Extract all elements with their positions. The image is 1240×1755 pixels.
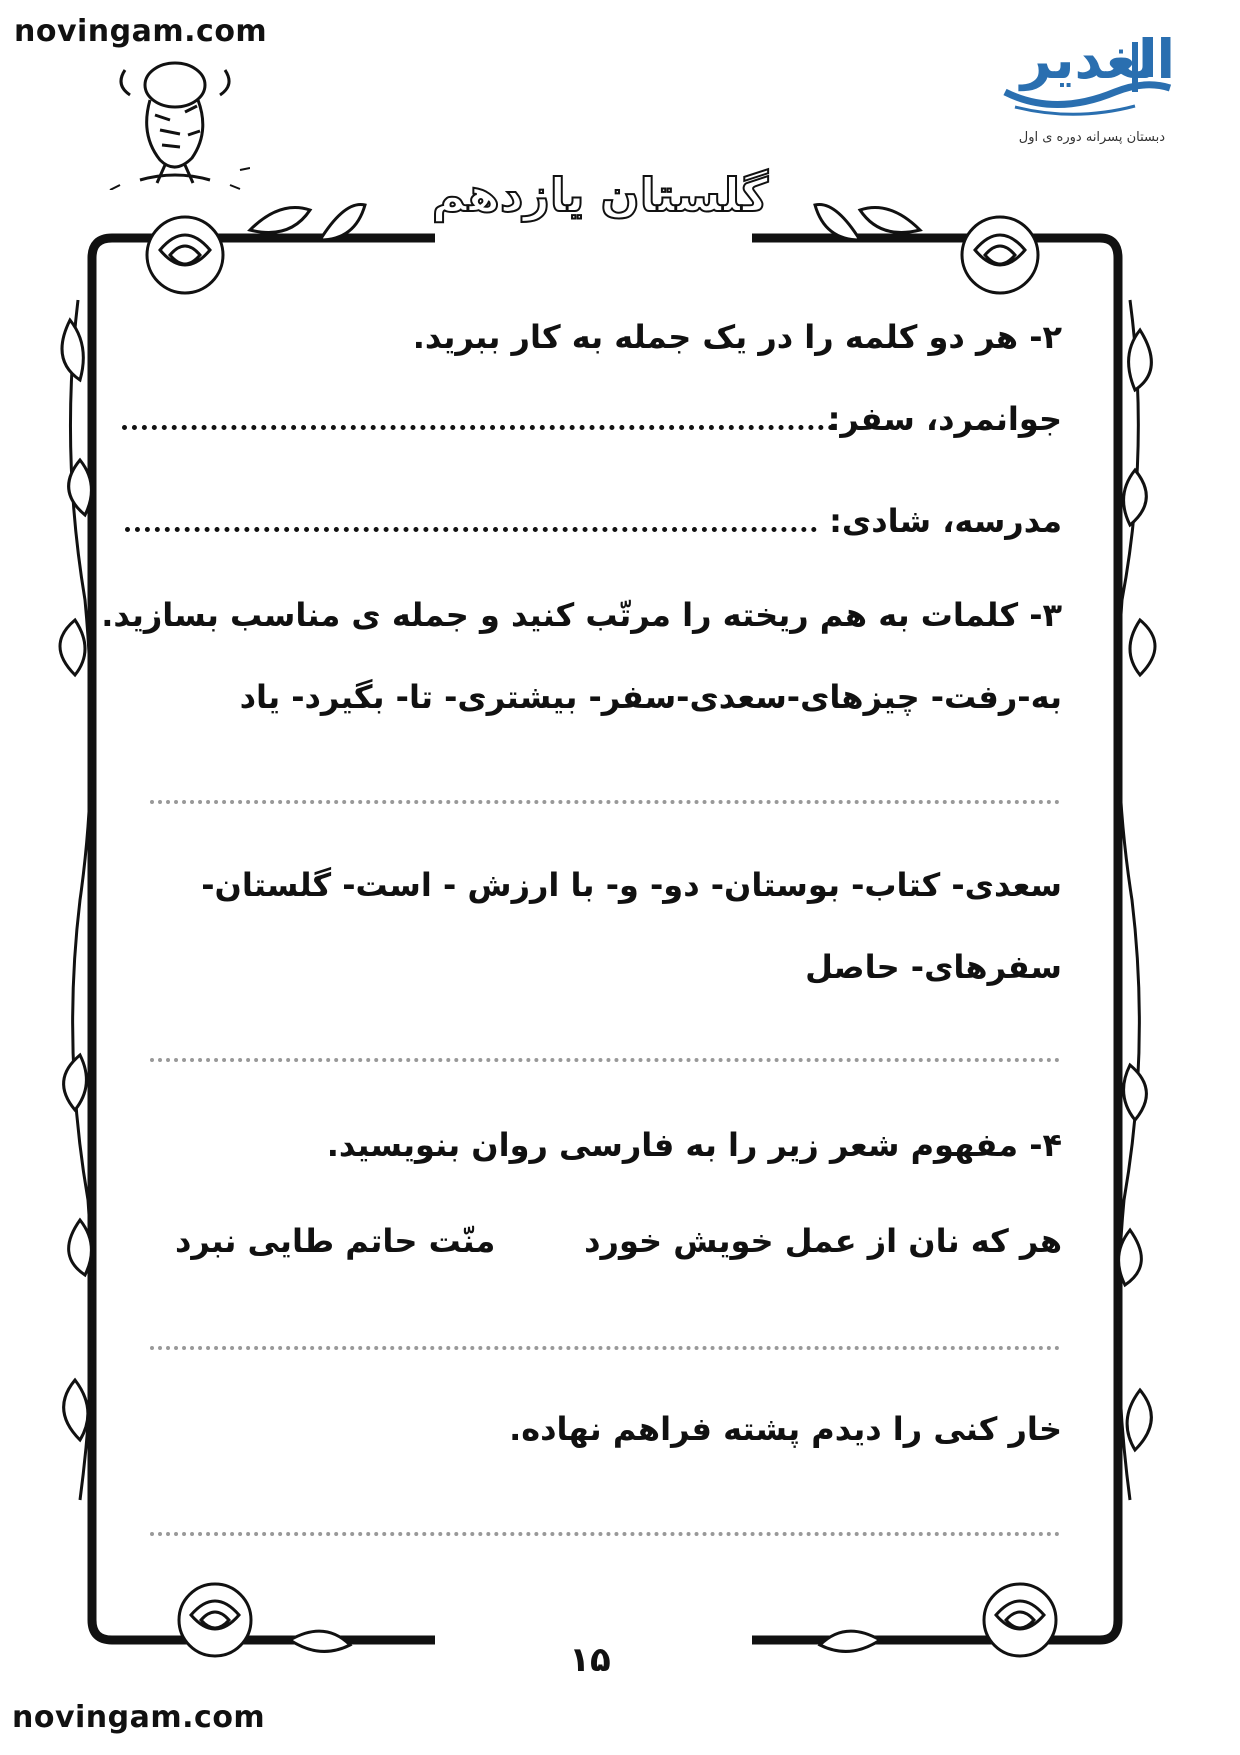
q2-prompt: ۲- هر دو کلمه را در یک جمله به کار ببرید. bbox=[412, 318, 1062, 356]
q4-poem-answer-line[interactable] bbox=[150, 1346, 1060, 1350]
q3-set2-line2: سفرهای- حاصل bbox=[805, 948, 1062, 986]
page-title: گلستان یازدهم bbox=[431, 168, 769, 222]
q3-set1: به-رفت- چیزهای-سعدی-سفر- بیشتری- تا- بگیرد- یاد bbox=[239, 678, 1062, 716]
q4-line2-answer-line[interactable] bbox=[150, 1532, 1060, 1536]
q4-poem-left: منّت حاتم طایی نبرد bbox=[175, 1222, 496, 1260]
watermark-bottom: novingam.com bbox=[12, 1700, 266, 1735]
q3-set2-answer-line[interactable] bbox=[150, 1058, 1060, 1062]
logo-text: الغدیر bbox=[1020, 28, 1175, 91]
q2-item1-label: جوانمرد، سفر: bbox=[827, 400, 1062, 438]
q4-poem-right: هر که نان از عمل خویش خورد bbox=[584, 1222, 1062, 1260]
q3-set1-answer-line[interactable] bbox=[150, 800, 1060, 804]
logo-subtitle: دبستان پسرانه دوره ی اول bbox=[1018, 130, 1165, 145]
school-logo bbox=[985, 22, 1185, 152]
q4-line2: خار کنی را دیدم پشته فراهم نهاده. bbox=[509, 1410, 1062, 1448]
watermark-top: novingam.com bbox=[14, 14, 268, 49]
q4-prompt: ۴- مفهوم شعر زیر را به فارسی روان بنویسید. bbox=[326, 1126, 1062, 1164]
q2-item2-label: مدرسه، شادی: bbox=[829, 502, 1062, 540]
tigger-illustration bbox=[100, 40, 250, 190]
q3-set2-line1: سعدی- کتاب- بوستان- دو- و- با ارزش - است- گلستان- bbox=[201, 866, 1062, 904]
q2-item1-answer-line[interactable] bbox=[122, 425, 834, 430]
q2-item2-answer-line[interactable] bbox=[125, 527, 817, 532]
page-number: ۱۵ bbox=[569, 1640, 611, 1680]
q3-prompt: ۳- کلمات به هم ریخته را مرتّب کنید و جمله ی مناسب بسازید. bbox=[101, 596, 1062, 634]
